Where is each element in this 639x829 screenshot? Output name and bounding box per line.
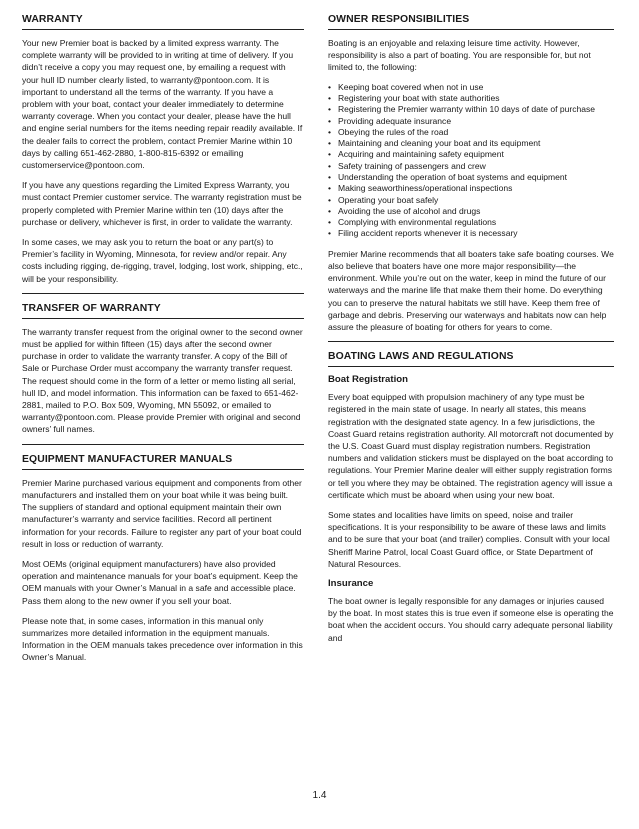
insurance-paragraph-1: The boat owner is legally responsible for any damages or injuries caused by the boat. In most states this is true even if someone else is operating the boat when the accident occurs. You should carry adequate personal liability and [328, 596, 614, 643]
list-item: • Registering the Premier warranty within 10 days of date of purchase [328, 104, 614, 115]
list-item: • Understanding the operation of boat systems and equipment [328, 172, 614, 183]
section-divider [328, 341, 614, 342]
registration-paragraph-2: Some states and localities have limits on speed, noise and trailer specifications. It is your responsibility to be aware of these laws and limits and to be sure that your boat (and trailer) complies. Consult with your local Sheriff Marine Patrol, local Coast Guard office, or State Department of Natural Resources. [328, 510, 610, 569]
responsibilities-list [328, 82, 614, 240]
list-item: • Complying with environmental regulations [328, 217, 614, 228]
section-divider [22, 293, 304, 294]
boat-registration-subheading: Boat Registration [328, 374, 408, 386]
owner-intro: Boating is an enjoyable and relaxing leisure time activity. However, responsibility is also a part of boating. You are responsible for, but not limited to, the following: [328, 38, 591, 73]
list-item: • Avoiding the use of alcohol and drugs [328, 206, 614, 217]
list-item: • Maintaining and cleaning your boat and its equipment [328, 138, 614, 149]
list-item: • Safety training of passengers and crew [328, 161, 614, 172]
list-item: • Making seaworthiness/operational inspections [328, 183, 614, 194]
list-item: • Acquiring and maintaining safety equipment [328, 149, 614, 160]
registration-paragraph-1: Every boat equipped with propulsion machinery of any type must be registered in the main state of usage. In nearly all states, this means registration with the designated state agency. In a few jurisdictions, the Coast Guard retains registration authority. All motorcraft not documented by the U.S. Coast Guard must display registration numbers. Registration numbers and validation stickers must be displayed on the boat according to regulations. Your Premier Marine dealer will either supply registration forms or tell you where they may be obtained. The registration agency will issue a certificate which must be aboard when using your new boat. [328, 392, 614, 500]
warranty-paragraph-1: Your new Premier boat is backed by a limited express warranty. The complete warranty will be provided to in writing at time of delivery. If you didn’t receive a copy you may request one, by emailing a request with your hull ID number clearly listed, to warranty@pontoon.com. It is important to understand all the terms of the warranty. If you have a problem with your boat, contact your dealer immediately to determine warranty coverage. When you contact your dealer, please have the hull and engine serial numbers for the items needing repair readily available. If the dealer fails to correct the problem, contact Premier Marine within 10 days by calling 651-462-2880, 1-800-815-6392 or emailing customerservice@pontoon.com. [22, 38, 303, 171]
transfer-heading: TRANSFER OF WARRANTY [22, 303, 304, 319]
list-item: • Keeping boat covered when not in use [328, 82, 614, 93]
owner-paragraph-2: Premier Marine recommends that all boaters take safe boating courses. We also believe that boaters have one more major responsibility—the environment. While you’re out on the water, keep in mind the future of our waterways and the marine life that make them their home. Do everything you can to preserve the natural habitats we still have. Keep them free of garbage and debris. Preserving our waterways and habitats now can help assure the pleasure of boating for others for years to come. [328, 248, 614, 332]
equipment-paragraph-2: Most OEMs (original equipment manufacturers) have also provided operation and maintenance manuals for your boat’s equipment. Keep the OEM manuals with your Owner’s Manual in a safe and accessible place. Pass them along to the new owner if you sell your boat. [22, 558, 298, 606]
list-item: • Registering your boat with state authorities [328, 93, 614, 104]
page-number: 1.4 [312, 790, 327, 801]
boating-laws-heading: BOATING LAWS AND REGULATIONS [328, 351, 614, 367]
list-item: • Filing accident reports whenever it is necessary [328, 228, 614, 239]
transfer-paragraph-1: The warranty transfer request from the original owner to the second owner must be applied for within fifteen (15) days after the second owner purchase in order to validate the warranty transfer. A copy of the Bill of Sale or Purchase Order must accompany the warranty transfer request. The request should come in the form of a letter or memo listing all serial, hull ID, and model information. This information can be faxed to 651-462-2881, mailed to P.O. Box 509, Wyoming, MN 55092, or emailed to warranty@pontoon.com. Please provide Premier with original and second owners’ full names. [22, 326, 303, 435]
warranty-paragraph-3: In some cases, we may ask you to return the boat or any part(s) to Premier’s facility in Wyoming, Minnesota, for review and/or repair. Any costs including rigging, de-rigging, travel, lodging, lost work, shipping, etc., will be your responsibility. [22, 237, 303, 284]
equipment-paragraph-1: Premier Marine purchased various equipment and components from other manufacturers and installed them on your boat while it was being built. The suppliers of standard and optional equipment maintain their own manufacturer’s warranty and service facilities. Record all pertinent information for your records. Failure to register any part of your boat could result in loss or reduction of warranty. [22, 477, 302, 549]
left-column [22, 14, 304, 672]
owner-responsibilities-heading: OWNER RESPONSIBILITIES [328, 14, 614, 30]
insurance-subheading: Insurance [328, 578, 374, 590]
equipment-heading: EQUIPMENT MANUFACTURER MANUALS [22, 454, 304, 470]
equipment-paragraph-3: Please note that, in some cases, information in this manual only summarizes more detailed information in the equipment manuals. Information in the OEM manuals takes precedence over information in this Owner’s Manual. [22, 615, 303, 663]
list-item: • Providing adequate insurance [328, 116, 614, 127]
list-item: • Operating your boat safely [328, 195, 614, 206]
right-column [328, 14, 614, 652]
warranty-heading: WARRANTY [22, 14, 304, 30]
section-divider [22, 444, 304, 445]
warranty-paragraph-2: If you have any questions regarding the Limited Express Warranty, you must contact Premier customer service. The warranty registration must be properly completed with Premier Marine within ten (10) days after the purchase or delivery, whichever is first, in order to validate the warranty. [22, 180, 302, 227]
list-item: • Obeying the rules of the road [328, 127, 614, 138]
